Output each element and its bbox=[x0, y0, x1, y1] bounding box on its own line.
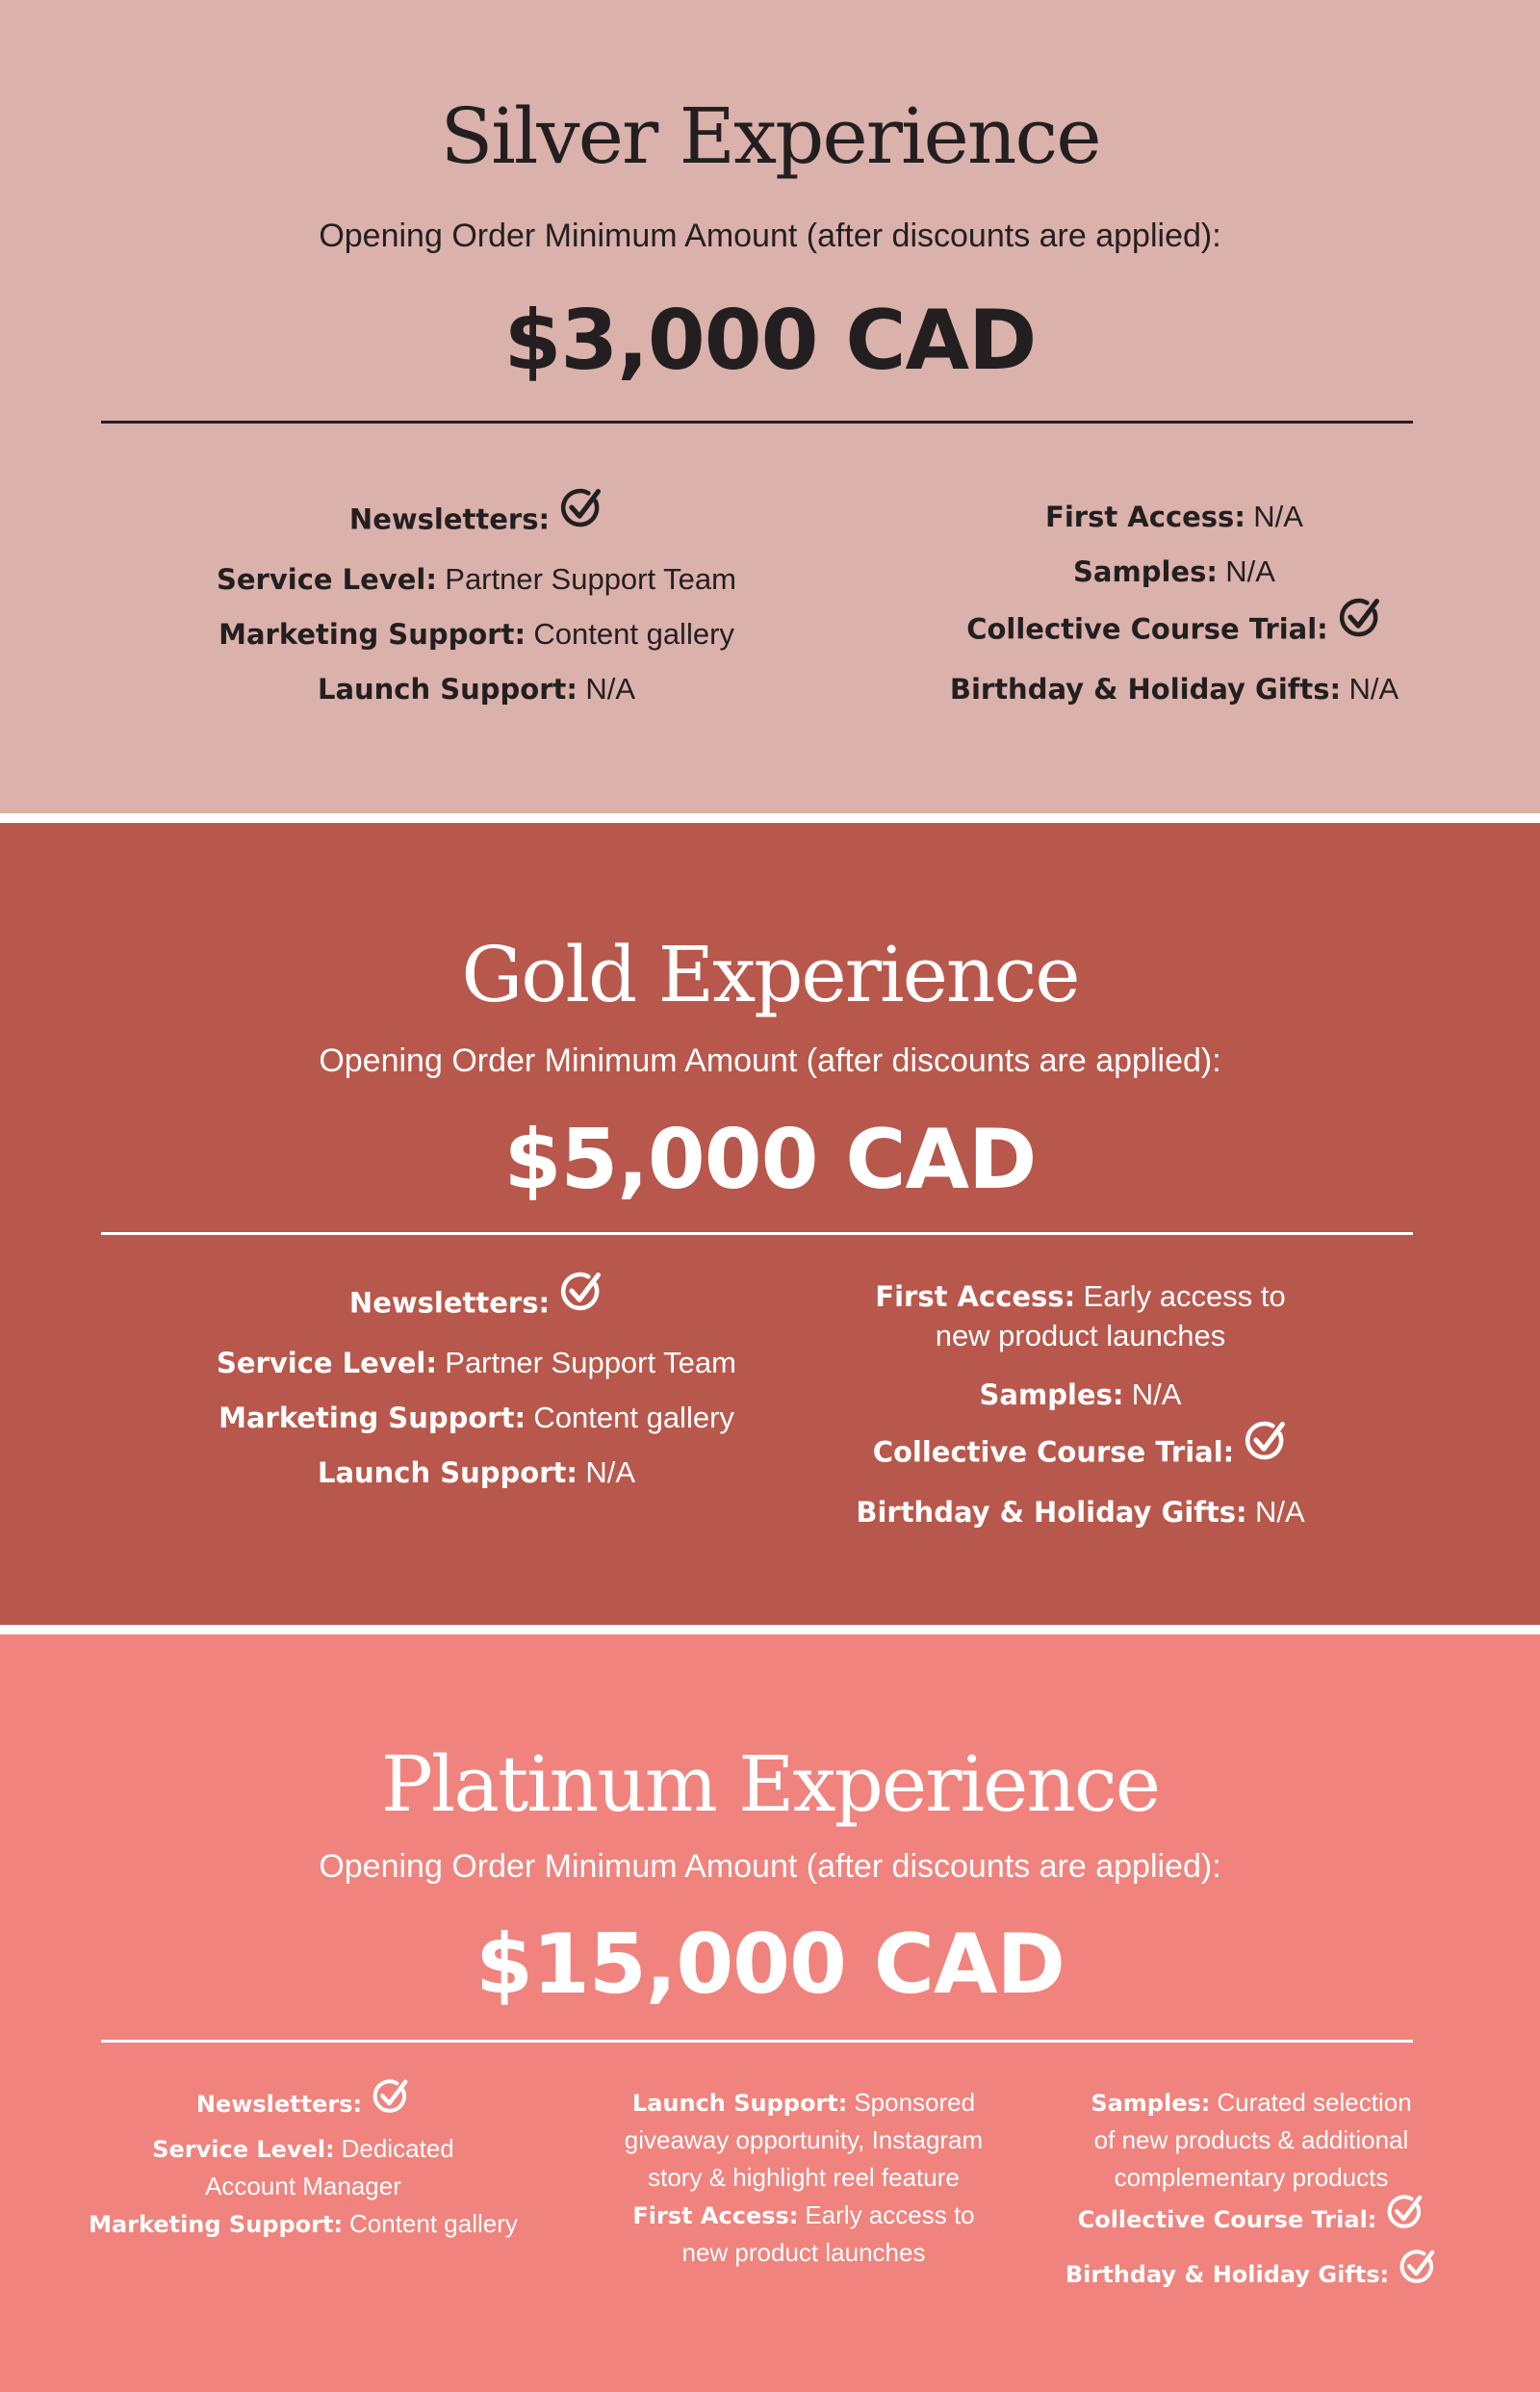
benefit-value: complementary products bbox=[1114, 2163, 1389, 2192]
benefit-label: Birthday & Holiday Gifts: bbox=[856, 1496, 1247, 1529]
silver-newsletters-row bbox=[168, 490, 784, 553]
benefit-label: Launch Support: bbox=[317, 1456, 578, 1489]
benefit-label: Marketing Support: bbox=[218, 1402, 526, 1434]
platinum-samples-row bbox=[1044, 2084, 1458, 2197]
check-circle-icon bbox=[559, 486, 603, 549]
benefit-value: N/A bbox=[1131, 1377, 1182, 1411]
benefit-label: Samples: bbox=[1091, 2090, 1211, 2117]
benefit-value: N/A bbox=[1254, 1495, 1305, 1529]
benefit-value: Partner Support Team bbox=[445, 562, 736, 596]
silver-marketing-row bbox=[168, 607, 784, 662]
silver-launch-row bbox=[168, 662, 784, 717]
platinum-launch-row bbox=[578, 2084, 1030, 2197]
benefit-label: First Access: bbox=[632, 2202, 799, 2229]
platinum-course-trial-row bbox=[1044, 2197, 1458, 2246]
silver-divider bbox=[101, 421, 1413, 424]
silver-first-access-row bbox=[847, 490, 1502, 545]
gold-gifts-row bbox=[799, 1485, 1362, 1540]
silver-min-order-label: Opening Order Minimum Amount (after discounts are applied): bbox=[319, 218, 1221, 254]
platinum-tier-panel bbox=[0, 1634, 1540, 2392]
silver-service-level-row bbox=[168, 553, 784, 607]
benefit-value: N/A bbox=[585, 1455, 636, 1489]
benefit-value: story & highlight reel feature bbox=[648, 2163, 960, 2192]
platinum-divider bbox=[101, 2040, 1413, 2043]
benefit-label: Collective Course Trial: bbox=[872, 1435, 1235, 1469]
benefit-value: Dedicated bbox=[341, 2134, 454, 2163]
check-circle-icon bbox=[559, 1270, 603, 1332]
benefit-value: Content gallery bbox=[349, 2209, 518, 2238]
check-circle-icon bbox=[1399, 2248, 1437, 2297]
silver-tier-panel bbox=[0, 0, 1540, 813]
benefit-label: Marketing Support: bbox=[218, 618, 526, 651]
benefit-value: Early access to bbox=[1083, 1279, 1286, 1313]
benefit-label: Newsletters: bbox=[348, 1286, 551, 1320]
benefit-value: N/A bbox=[585, 672, 636, 706]
benefit-label: Service Level: bbox=[217, 1347, 437, 1379]
gold-samples-row bbox=[799, 1368, 1362, 1423]
benefit-label: Marketing Support: bbox=[89, 2211, 344, 2238]
gold-course-trial-row bbox=[799, 1423, 1362, 1485]
benefit-value: Curated selection bbox=[1217, 2088, 1412, 2117]
benefit-label: Birthday & Holiday Gifts: bbox=[1065, 2261, 1390, 2289]
benefit-value: Account Manager bbox=[205, 2172, 401, 2200]
silver-gifts-row bbox=[847, 662, 1502, 717]
check-circle-icon bbox=[1338, 596, 1382, 658]
platinum-gifts-row bbox=[1044, 2251, 1458, 2301]
benefit-label: Samples: bbox=[979, 1378, 1124, 1411]
platinum-benefits-left bbox=[63, 2081, 544, 2243]
benefit-value: new product launches bbox=[681, 2238, 926, 2267]
platinum-first-access-row bbox=[578, 2197, 1030, 2272]
benefit-label: First Access: bbox=[1045, 501, 1245, 533]
benefit-value: Content gallery bbox=[533, 1401, 734, 1434]
benefit-value: giveaway opportunity, Instagram bbox=[624, 2125, 984, 2154]
platinum-benefits-middle bbox=[578, 2084, 1030, 2272]
benefit-label: Launch Support: bbox=[317, 673, 578, 706]
gold-min-order-label: Opening Order Minimum Amount (after discounts are applied): bbox=[319, 1042, 1221, 1079]
silver-samples-row bbox=[847, 545, 1502, 600]
benefit-label: Service Level: bbox=[152, 2136, 335, 2163]
benefit-label: Launch Support: bbox=[631, 2090, 848, 2117]
platinum-benefits-right bbox=[1044, 2084, 1458, 2301]
gold-first-access-row bbox=[799, 1273, 1362, 1368]
benefit-label: Collective Course Trial: bbox=[1077, 2206, 1377, 2234]
silver-benefits-left bbox=[168, 490, 784, 717]
silver-course-trial-row bbox=[847, 600, 1502, 662]
benefit-value: Partner Support Team bbox=[445, 1346, 736, 1379]
benefit-value: N/A bbox=[1253, 500, 1303, 533]
benefit-value: Content gallery bbox=[533, 617, 734, 651]
platinum-service-level-row bbox=[63, 2130, 544, 2205]
silver-benefits-right bbox=[847, 490, 1502, 717]
benefit-label: Service Level: bbox=[217, 563, 437, 596]
platinum-tier-title: Platinum Experience bbox=[380, 1739, 1160, 1829]
gold-divider bbox=[101, 1232, 1413, 1235]
silver-min-order-price: $3,000 CAD bbox=[503, 293, 1037, 389]
benefit-label: Collective Course Trial: bbox=[966, 612, 1328, 646]
gold-min-order-price: $5,000 CAD bbox=[503, 1112, 1037, 1208]
benefit-label: Newsletters: bbox=[195, 2091, 363, 2119]
benefit-value: Sponsored bbox=[854, 2088, 976, 2117]
gold-tier-title: Gold Experience bbox=[461, 930, 1079, 1019]
gold-launch-row bbox=[168, 1446, 784, 1501]
benefit-value: N/A bbox=[1225, 554, 1275, 588]
check-circle-icon bbox=[372, 2077, 410, 2126]
gold-benefits-right bbox=[799, 1273, 1362, 1540]
benefit-value: Early access to bbox=[805, 2200, 975, 2229]
platinum-marketing-row bbox=[63, 2205, 544, 2243]
platinum-min-order-price: $15,000 CAD bbox=[475, 1916, 1065, 2013]
silver-tier-title: Silver Experience bbox=[440, 91, 1100, 181]
benefit-label: First Access: bbox=[875, 1280, 1076, 1313]
benefit-value: new product launches bbox=[935, 1319, 1226, 1352]
platinum-min-order-label: Opening Order Minimum Amount (after discounts are applied): bbox=[319, 1848, 1221, 1885]
gold-tier-panel bbox=[0, 823, 1540, 1625]
benefit-value: of new products & additional bbox=[1093, 2125, 1409, 2154]
check-circle-icon bbox=[1244, 1419, 1288, 1481]
gold-marketing-row bbox=[168, 1391, 784, 1446]
benefit-value: N/A bbox=[1348, 672, 1399, 706]
benefit-label: Newsletters: bbox=[348, 502, 551, 536]
gold-benefits-left bbox=[168, 1273, 784, 1501]
benefit-label: Samples: bbox=[1073, 555, 1218, 588]
benefit-label: Birthday & Holiday Gifts: bbox=[949, 673, 1342, 706]
platinum-newsletters-row bbox=[63, 2081, 544, 2130]
check-circle-icon bbox=[1386, 2193, 1424, 2242]
gold-service-level-row bbox=[168, 1336, 784, 1391]
gold-newsletters-row bbox=[168, 1273, 784, 1336]
